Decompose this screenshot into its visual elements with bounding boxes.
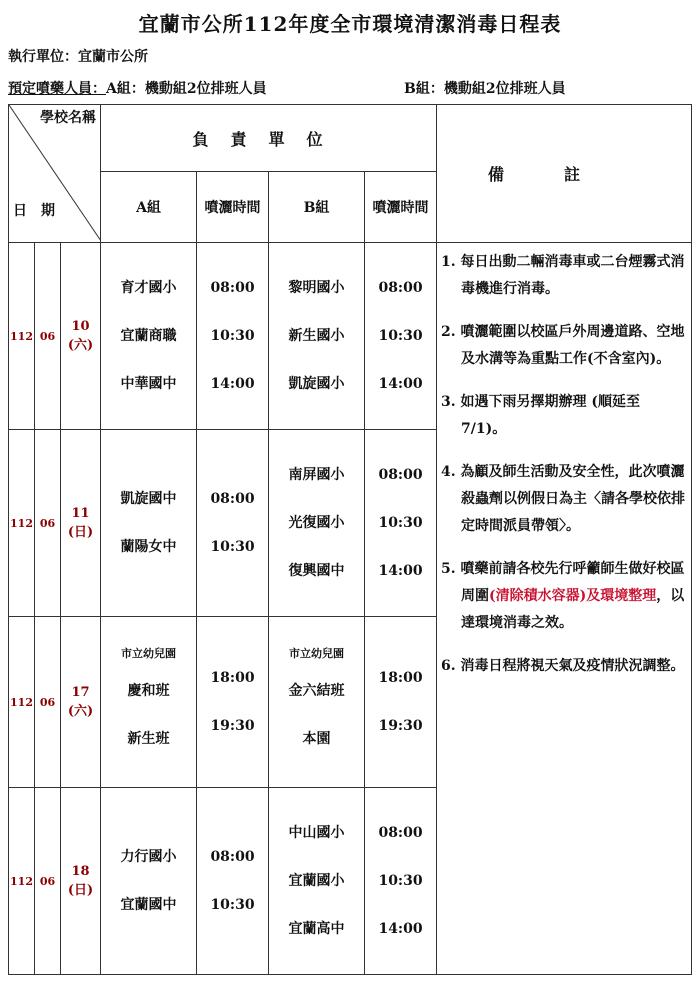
list-item: 黎明國小 xyxy=(288,280,345,296)
time-item: 14:00 xyxy=(210,376,255,392)
notes-cell xyxy=(437,243,692,975)
kindergarten-head: 市立幼兒園 xyxy=(121,647,177,660)
day-number: 11 xyxy=(71,506,90,521)
a-units-cell xyxy=(101,617,197,788)
day-cell xyxy=(61,617,101,788)
list-item: 蘭陽女中 xyxy=(120,539,177,555)
header-spray-time-a: 噴灑時間 xyxy=(197,172,269,243)
time-item: 14:00 xyxy=(378,563,423,579)
time-item: 19:30 xyxy=(378,718,423,734)
a-units-cell xyxy=(101,430,197,617)
time-item: 19:30 xyxy=(210,718,255,734)
time-item: 14:00 xyxy=(378,921,423,937)
note-3: 3. 如遇下雨另擇期辦理 (順延至 7/1)。 xyxy=(441,394,641,437)
time-item: 08:00 xyxy=(210,280,255,296)
note-5-pre: 5. 噴藥前請各校先行呼籲師生做好校區周圍 xyxy=(441,561,685,604)
note-5-highlight: (清除積水容器)及環境整理 xyxy=(489,588,657,604)
note-4: 4. 為顧及師生活動及安全性，此次噴灑殺蟲劑以例假日為主〈請各學校依排定時間派員帶領〉。 xyxy=(441,464,686,534)
list-item: 中山國小 xyxy=(288,825,345,841)
list-item: 宜蘭高中 xyxy=(288,921,345,937)
day-cell xyxy=(61,430,101,617)
list-item: 育才國小 xyxy=(120,280,177,296)
spray-group-a: A組：機動組2位排班人員 xyxy=(106,81,267,97)
list-item: 復興國中 xyxy=(288,563,345,579)
time-item: 10:30 xyxy=(378,515,423,531)
year-cell: 112 xyxy=(9,788,35,975)
year-cell: 112 xyxy=(9,243,35,430)
month-cell: 06 xyxy=(35,430,61,617)
time-item: 08:00 xyxy=(210,849,255,865)
a-times-cell xyxy=(197,243,269,430)
exec-unit: 執行單位：宜蘭市公所 xyxy=(8,49,148,65)
b-times-cell xyxy=(365,788,437,975)
day-number: 17 xyxy=(71,685,90,700)
note-5 xyxy=(441,556,685,637)
time-item: 08:00 xyxy=(378,825,423,841)
time-item: 10:30 xyxy=(210,539,255,555)
a-times-cell xyxy=(197,788,269,975)
note-6: 6. 消毒日程將視天氣及疫情狀況調整。 xyxy=(441,658,685,674)
weekday: (日) xyxy=(67,525,94,540)
b-units-cell xyxy=(269,430,365,617)
day-number: 18 xyxy=(71,864,90,879)
header-notes: 備註 xyxy=(437,105,692,243)
header-date: 日 期 xyxy=(13,203,55,219)
time-item: 18:00 xyxy=(378,670,423,686)
header-corner xyxy=(9,105,101,243)
weekday: (日) xyxy=(67,883,94,898)
a-times-cell xyxy=(197,617,269,788)
list-item: 光復國小 xyxy=(288,515,345,531)
page-title: 宜蘭市公所112年度全市環境清潔消毒日程表 xyxy=(138,12,562,36)
note-1: 1. 每日出動二輛消毒車或二台煙霧式消毒機進行消毒。 xyxy=(441,254,685,297)
header-spray-time-b: 噴灑時間 xyxy=(365,172,437,243)
b-times-cell xyxy=(365,243,437,430)
a-units-cell xyxy=(101,243,197,430)
list-item: 中華國中 xyxy=(120,376,177,392)
day-cell xyxy=(61,788,101,975)
month-cell: 06 xyxy=(35,617,61,788)
time-item: 14:00 xyxy=(378,376,423,392)
a-times-cell xyxy=(197,430,269,617)
kindergarten-head: 市立幼兒園 xyxy=(289,647,345,660)
list-item: 慶和班 xyxy=(127,683,170,699)
header-group-a: A組 xyxy=(101,172,197,243)
header-school: 學校名稱 xyxy=(40,110,97,126)
time-item: 08:00 xyxy=(378,280,423,296)
b-times-cell xyxy=(365,617,437,788)
list-item: 凱旋國中 xyxy=(120,491,177,507)
year-cell: 112 xyxy=(9,430,35,617)
list-item: 力行國小 xyxy=(120,849,177,865)
time-item: 08:00 xyxy=(210,491,255,507)
b-units-cell xyxy=(269,617,365,788)
header-group-b: B組 xyxy=(269,172,365,243)
list-item: 宜蘭商職 xyxy=(120,328,177,344)
time-item: 10:30 xyxy=(378,328,423,344)
month-cell: 06 xyxy=(35,243,61,430)
list-item: 宜蘭國中 xyxy=(120,897,177,913)
weekday: (六) xyxy=(67,704,94,719)
list-item: 宜蘭國小 xyxy=(288,873,345,889)
spray-label: 預定噴藥人員： xyxy=(8,81,106,97)
table-row xyxy=(9,243,692,430)
note-5-post: ，以達環境消毒之效。 xyxy=(461,588,685,631)
spray-group-b: B組：機動組2位排班人員 xyxy=(404,81,566,97)
list-item: 本園 xyxy=(302,731,331,747)
a-units-cell xyxy=(101,788,197,975)
spray-staff-line xyxy=(8,78,688,98)
list-item: 凱旋國小 xyxy=(288,376,345,392)
day-number: 10 xyxy=(71,319,90,334)
time-item: 18:00 xyxy=(210,670,255,686)
month-cell: 06 xyxy=(35,788,61,975)
time-item: 10:30 xyxy=(210,897,255,913)
header-service-unit: 負責單位 xyxy=(101,105,437,172)
b-units-cell xyxy=(269,788,365,975)
list-item: 金六結班 xyxy=(288,683,345,699)
list-item: 新生班 xyxy=(127,731,170,747)
day-cell xyxy=(61,243,101,430)
weekday: (六) xyxy=(67,338,94,353)
b-times-cell xyxy=(365,430,437,617)
year-cell: 112 xyxy=(9,617,35,788)
note-2: 2. 噴灑範圍以校區戶外周邊道路、空地及水溝等為重點工作(不含室內)。 xyxy=(441,324,685,367)
time-item: 10:30 xyxy=(210,328,255,344)
time-item: 10:30 xyxy=(378,873,423,889)
schedule-table xyxy=(8,104,692,975)
list-item: 新生國小 xyxy=(288,328,345,344)
b-units-cell xyxy=(269,243,365,430)
list-item: 南屏國小 xyxy=(288,467,345,483)
time-item: 08:00 xyxy=(378,467,423,483)
